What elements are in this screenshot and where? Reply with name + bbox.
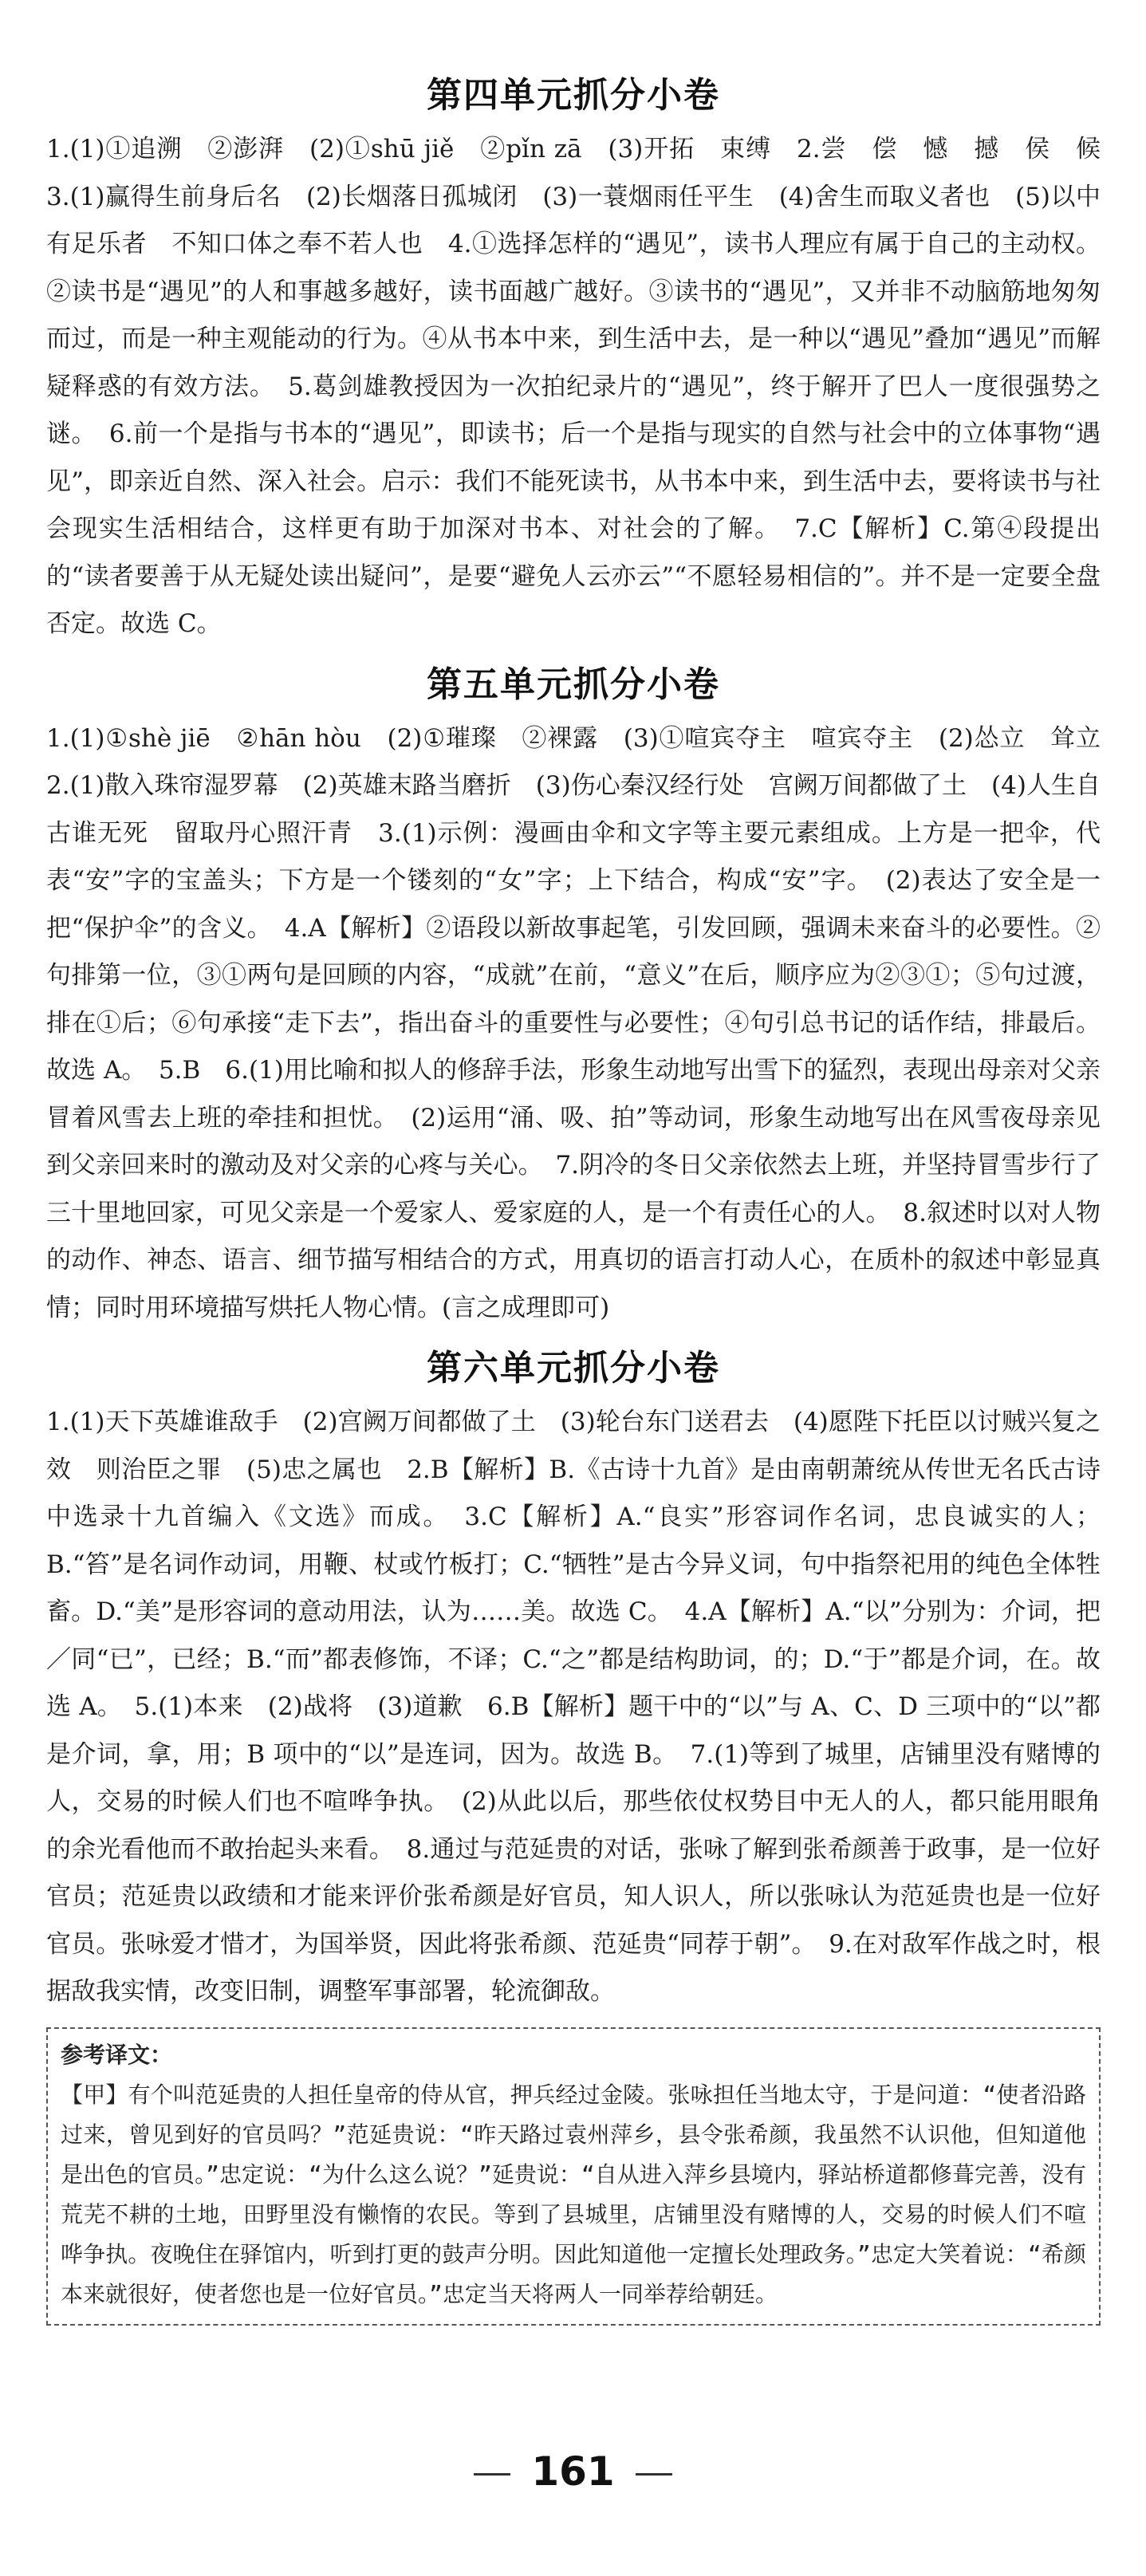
- page-number-footer: [0, 2448, 1146, 2495]
- left-dash-divider: [474, 2473, 510, 2476]
- unit4-section: [46, 70, 1125, 648]
- unit4-title: 第四单元抓分小卷: [427, 75, 720, 116]
- unit5-answers: 1.(1)①shè jiē ②hān hòu (2)①璀璨 ②裸露 (3)①喧宾夺主 喧宾夺主 (2)怂立 耸立 2.(1)散入珠帘湿罗幕 (2)英雄末路当磨折 (3)伤心秦汉经行处 宫阙万间都做了土 (4)人生自古谁无死 留取丹心照汗青 3.(1)示例：漫画由伞和文字等主要元素组成。上方是一把伞，代表“安”字的宝盖头；下方是一个镂刻的“女”字；上下结合，构成“安”字。 (2)表达了安全是一把“保护伞”的含义。 4.A【解析】②语段以新故事起笔，引发回顾，强调未来奋斗的必要性。②句排第一位，③①两句是回顾的内容，“成就”在前，“意义”在后，顺序应为②③①；⑤句过渡，排在①后；⑥句承接“走下去”，指出奋斗的重要性与必要性；④句引总书记的话作结，排最后。故选 A。 5.B 6.(1)用比喻和拟人的修辞手法，形象生动地写出雪下的猛烈，表现出母亲对父亲冒着风雪去上班的牵挂和担忧。 (2)运用“涌、吸、拍”等动词，形象生动地写出在风雪夜母亲见到父亲回来时的激动及对父亲的心疼与关心。 7.阴冷的冬日父亲依然去上班，并坚持冒雪步行了三十里地回家，可见父亲是一个爱家人、爱家庭的人，是一个有责任心的人。 8.叙述时以对人物的动作、神态、语言、细节描写相结合的方式，用真切的语言打动人心，在质朴的叙述中彰显真情；同时用环境描写烘托人物心情。(言之成理即可): [46, 723, 1125, 1322]
- unit5-section: [46, 660, 1125, 1333]
- unit6-section: [46, 1343, 1101, 2016]
- page-number: 161: [531, 2448, 615, 2495]
- unit6-title: 第六单元抓分小卷: [427, 1348, 720, 1388]
- right-dash-divider: [636, 2473, 672, 2476]
- reference-translation-box: [46, 2027, 1101, 2326]
- reference-text: 【甲】有个叫范延贵的人担任皇帝的侍从官，押兵经过金陵。张咏担任当地太守，于是问道：“使者沿路过来，曾见到好的官员吗？”范延贵说：“昨天路过袁州萍乡，县令张希颜，我虽然不认识他，但知道他是出色的官员。”忠定说：“为什么这么说？”延贵说：“自从进入萍乡县境内，驿站桥道都修葺完善，没有荒芜不耕的土地，田野里没有懒惰的农民。等到了县城里，店铺里没有赌博的人，交易的时候人们不喧哗争执。夜晚住在驿馆内，听到打更的鼓声分明。因此知道他一定擅长处理政务。”忠定大笑着说：“希颜本来就很好，使者您也是一位好官员。”忠定当天将两人一同举荐给朝廷。: [61, 2081, 1086, 2307]
- reference-label: 参考译文：: [61, 2041, 173, 2068]
- unit4-answers: 1.(1)①追溯 ②澎湃 (2)①shū jiě ②pǐn zā (3)开拓 束缚 2.尝 偿 憾 撼 侯 候 3.(1)赢得生前身后名 (2)长烟落日孤城闭 (3)一蓑烟雨任平生 (4)舍生而取义者也 (5)以中有足乐者 不知口体之奉不若人也 4.①选择怎样的“遇见”，读书人理应有属于自己的主动权。②读书是“遇见”的人和事越多越好，读书面越广越好。③读书的“遇见”，又并非不动脑筋地匆匆而过，而是一种主观能动的行为。④从书本中来，到生活中去，是一种以“遇见”叠加“遇见”而解疑释惑的有效方法。 5.葛剑雄教授因为一次拍纪录片的“遇见”，终于解开了巴人一度很强势之谜。 6.前一个是指与书本的“遇见”，即读书；后一个是指与现实的自然与社会中的立体事物“遇见”，即亲近自然、深入社会。启示：我们不能死读书，从书本中来，到生活中去，要将读书与社会现实生活相结合，这样更有助于加深对书本、对社会的了解。 7.C【解析】C.第④段提出的“读者要善于从无疑处读出疑问”，是要“避免人云亦云”“不愿轻易相信的”。并不是一定要全盘否定。故选 C。: [46, 135, 1125, 638]
- unit6-answers: 1.(1)天下英雄谁敌手 (2)宫阙万间都做了土 (3)轮台东门送君去 (4)愿陛下托臣以讨贼兴复之效 则治臣之罪 (5)忠之属也 2.B【解析】B.《古诗十九首》是由南朝萧统从传世无名氏古诗中选录十九首编入《文选》而成。 3.C【解析】A.“良实”形容词作名词，忠良诚实的人；B.“笞”是名词作动词，用鞭、杖或竹板打；C.“牺牲”是古今异义词，句中指祭祀用的纯色全体牲畜。D.“美”是形容词的意动用法，认为……美。故选 C。 4.A【解析】A.“以”分别为：介词，把／同“已”，已经；B.“而”都表修饰，不译；C.“之”都是结构助词，的；D.“于”都是介词，在。故选 A。 5.(1)本来 (2)战将 (3)道歉 6.B【解析】题干中的“以”与 A、C、D 三项中的“以”都是介词，拿，用；B 项中的“以”是连词，因为。故选 B。 7.(1)等到了城里，店铺里没有赌博的人，交易的时候人们也不喧哗争执。 (2)从此以后，那些依仗权势目中无人的人，都只能用眼角的余光看他而不敢抬起头来看。 8.通过与范延贵的对话，张咏了解到张希颜善于政事，是一位好官员；范延贵以政绩和才能来评价张希颜是好官员，知人识人，所以张咏认为范延贵也是一位好官员。张咏爱才惜才，为国举贤，因此将张希颜、范延贵“同荐于朝”。 9.在对敌军作战之时，根据敌我实情，改变旧制，调整军事部署，轮流御敌。: [46, 1408, 1101, 2006]
- answer-page: [46, 70, 1125, 2326]
- unit5-title: 第五单元抓分小卷: [427, 664, 720, 705]
